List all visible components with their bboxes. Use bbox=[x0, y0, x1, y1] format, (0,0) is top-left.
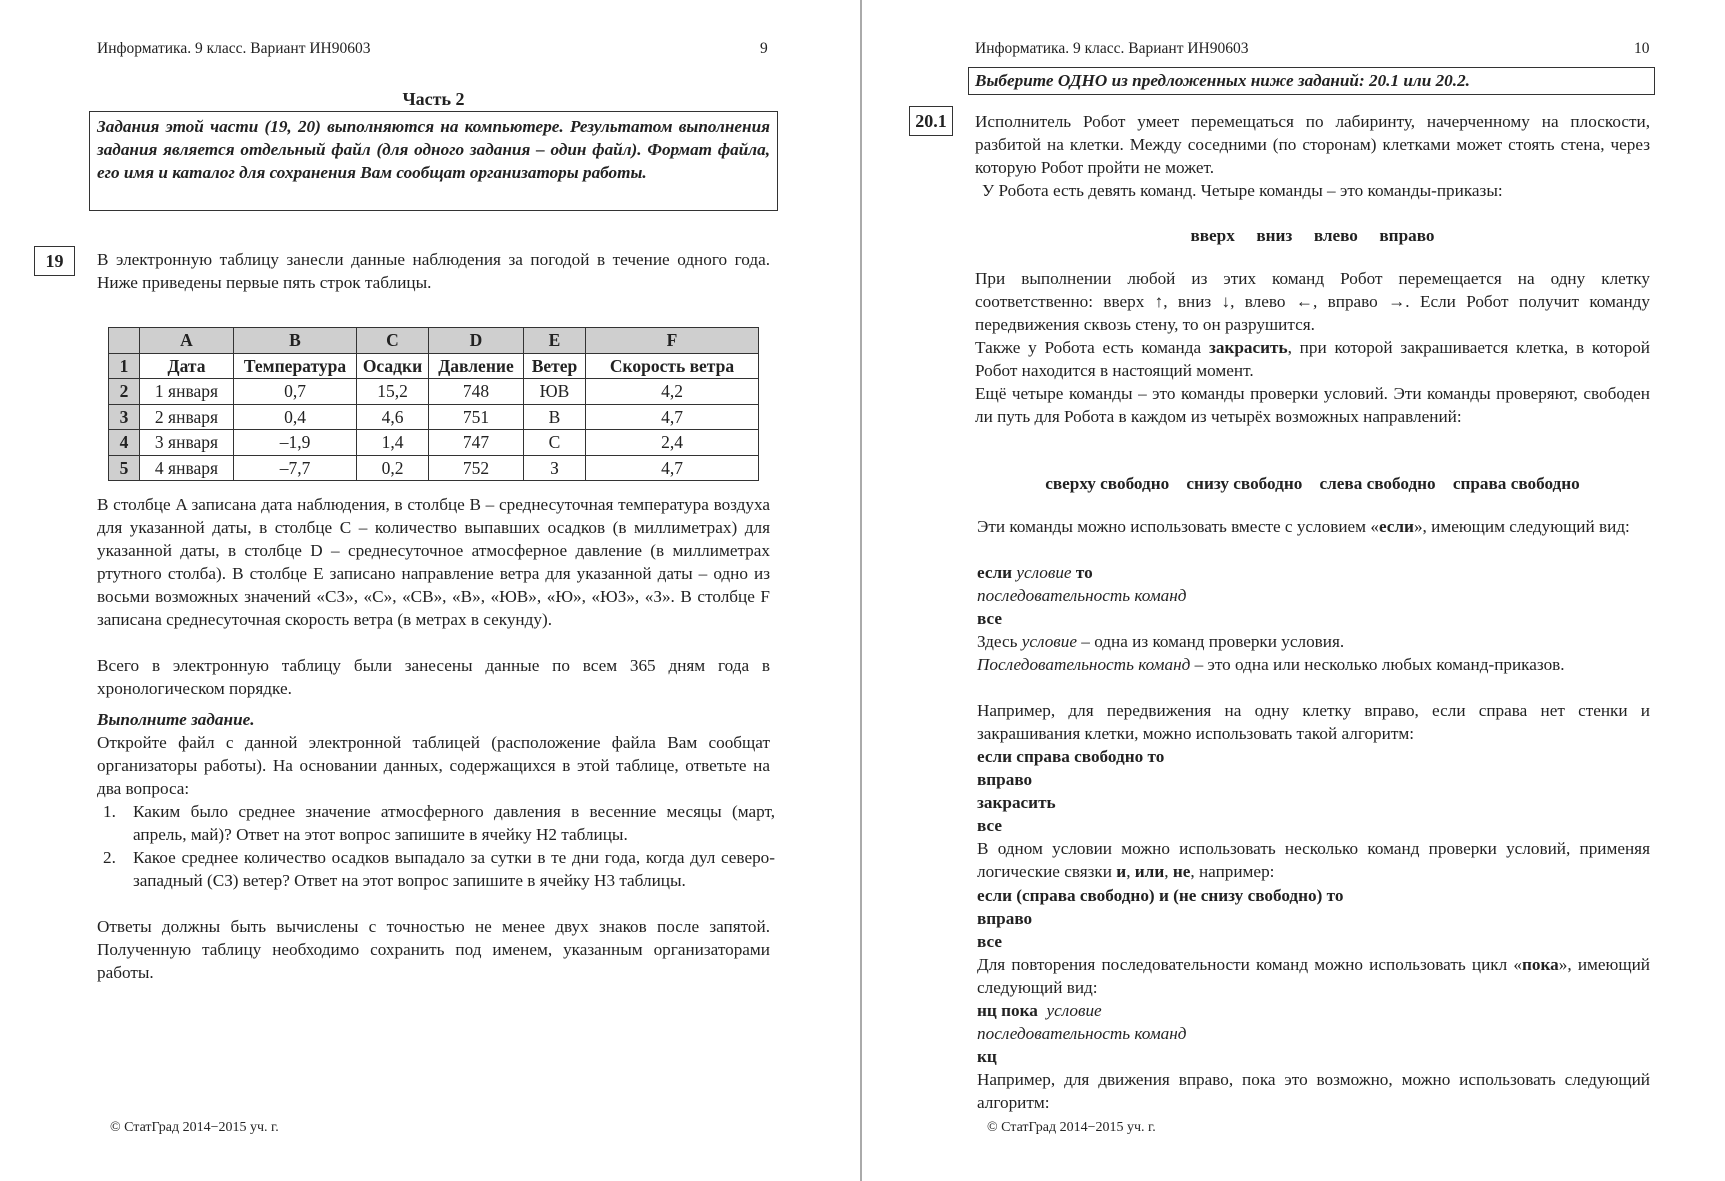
loop-pre: Для повторения последовательности команд можно использовать цикл « bbox=[977, 955, 1522, 974]
loop-syntax-end: кц bbox=[977, 1047, 997, 1066]
table-header-cell: Ветер bbox=[524, 353, 586, 379]
paint-pre: Также у Робота есть команда bbox=[975, 338, 1209, 357]
table-cell: 748 bbox=[429, 379, 524, 405]
page-header: Информатика. 9 класс. Вариант ИН90603 bbox=[975, 40, 1249, 57]
cmd-left-free: слева свободно bbox=[1319, 474, 1436, 493]
table-header-cell: Дата bbox=[140, 353, 234, 379]
question-2 bbox=[103, 846, 775, 916]
page-header: Информатика. 9 класс. Вариант ИН90603 bbox=[97, 40, 371, 57]
table-cell: С bbox=[524, 430, 586, 456]
cond-placeholder: условие bbox=[1016, 563, 1072, 582]
page-number: 10 bbox=[1634, 40, 1650, 57]
question-number: 1. bbox=[103, 802, 116, 821]
table-cell: 4 января bbox=[140, 455, 234, 481]
cmd-right-free: справа свободно bbox=[1452, 474, 1580, 493]
row-number: 2 bbox=[109, 379, 140, 405]
cmd-up: вверх bbox=[1190, 226, 1235, 245]
task-19-intro: В электронную таблицу занесли данные наблюдения за погодой в течение одного года. Ниже приведены первые пять строк таблицы. bbox=[97, 250, 770, 292]
task-number-20-1: 20.1 bbox=[909, 106, 953, 136]
table-row bbox=[109, 379, 759, 405]
example1-line: вправо bbox=[977, 770, 1033, 789]
nine-commands: У Робота есть девять команд. Четыре команды – это команды-приказы: bbox=[982, 181, 1503, 200]
table-row bbox=[109, 353, 759, 379]
table-cell: 751 bbox=[429, 404, 524, 430]
table-cell: 747 bbox=[429, 430, 524, 456]
seq-desc-italic: Последовательность команд bbox=[977, 655, 1191, 674]
row-number: 4 bbox=[109, 430, 140, 456]
cmd-down-free: снизу свободно bbox=[1186, 474, 1303, 493]
table-cell: 15,2 bbox=[357, 379, 429, 405]
logic-or: или bbox=[1134, 862, 1165, 881]
table-cell: 3 января bbox=[140, 430, 234, 456]
corner-cell bbox=[109, 328, 140, 354]
seq-description bbox=[977, 653, 1650, 676]
table-cell: 2 января bbox=[140, 404, 234, 430]
cmd-right: вправо bbox=[1379, 226, 1435, 245]
if-syntax-seq: последовательность команд bbox=[977, 586, 1187, 605]
kw-loop-while: нц пока bbox=[977, 1001, 1038, 1020]
col-letter: A bbox=[140, 328, 234, 354]
left-page bbox=[0, 0, 860, 1181]
here-condition bbox=[977, 630, 1650, 653]
table-cell: ЮВ bbox=[524, 379, 586, 405]
cmd-down: вниз bbox=[1256, 226, 1293, 245]
loop-cond-placeholder: условие bbox=[1046, 1001, 1102, 1020]
part-note: Задания этой части (19, 20) выполняются на компьютере. Результатом выполнения задания является отдельный файл (для одного задания – один файл). Формат файла, его имя и каталог для сохранения Вам сообщат организаторы работы. bbox=[97, 117, 770, 182]
table-row bbox=[109, 404, 759, 430]
row-number: 3 bbox=[109, 404, 140, 430]
paint-post: , при которой закрашивается клетка, в которой Робот находится в настоящий момент. bbox=[975, 338, 1650, 380]
logic-and: и bbox=[1116, 862, 1127, 881]
table-cell: 0,7 bbox=[234, 379, 357, 405]
row-number: 5 bbox=[109, 455, 140, 481]
here-pre: Здесь bbox=[977, 632, 1022, 651]
closing-note: Ответы должны быть вычислены с точностью не менее двух знаков после запятой. Полученную таблицу необходимо сохранить под именем, указанным организаторами работы. bbox=[97, 917, 770, 982]
logic-description: В одном условии можно использовать несколько команд проверки условий, применяя логические связки и, или, не, например: bbox=[977, 839, 1650, 881]
example3-description: Например, для движения вправо, пока это возможно, можно использовать следующий алгоритм: bbox=[977, 1070, 1650, 1112]
kw-then: то bbox=[1075, 563, 1093, 582]
table-header-cell: Скорость ветра bbox=[586, 353, 759, 379]
footer: © СтатГрад 2014−2015 уч. г. bbox=[110, 1120, 279, 1135]
if-pre: Эти команды можно использовать вместе с условием « bbox=[977, 517, 1379, 536]
if-syntax-end: все bbox=[977, 609, 1002, 628]
paint-command: закрасить bbox=[1208, 338, 1288, 357]
check-description: Ещё четыре команды – это команды проверки условий. Эти команды проверяют, свободен ли путь для Робота в каждом из четырёх возможных направлений: bbox=[975, 384, 1650, 426]
kw-if: если bbox=[977, 563, 1013, 582]
table-cell: –7,7 bbox=[234, 455, 357, 481]
question-number: 2. bbox=[103, 848, 116, 867]
task-heading: Выполните задание. bbox=[97, 710, 255, 729]
if-syntax-line bbox=[977, 561, 1093, 584]
spreadsheet-table bbox=[108, 327, 759, 481]
table-cell: 1,4 bbox=[357, 430, 429, 456]
table-header-cell: Давление bbox=[429, 353, 524, 379]
example2-line: если (справа свободно) и (не снизу свободно) то bbox=[977, 886, 1344, 905]
col-letter: C bbox=[357, 328, 429, 354]
check-commands bbox=[975, 472, 1650, 495]
table-description: В столбце A записана дата наблюдения, в столбце B – среднесуточная температура воздуха для указанной даты, в столбце C – количество выпавших осадков (в миллиметрах) для указанной даты, в столбце D – среднесуточное атмосферное давление (в миллиметрах ртутного столба). В столбце E записано направление ветра для указанной даты – одно из восьми возможных значений «СЗ», «С», «СВ», «В», «ЮВ», «Ю», «ЮЗ», «З». В столбце F записана среднесуточная скорость ветра (в метрах в секунду). bbox=[97, 495, 770, 629]
example2-line: все bbox=[977, 932, 1002, 951]
robot-intro: Исполнитель Робот умеет перемещаться по лабиринту, начерченному на плоскости, разбитой на клетки. Между соседними (по сторонам) клетками может стоять стена, через которую Робот пройти не может. bbox=[975, 112, 1650, 177]
table-header-cell: Осадки bbox=[357, 353, 429, 379]
cmd-up-free: сверху свободно bbox=[1045, 474, 1170, 493]
move-description: При выполнении любой из этих команд Робот перемещается на одну клетку соответственно: вверх ↑, вниз ↓, влево ←, вправо →. Если Робот получит команду передвижения сквозь стену, то он разрушится. bbox=[975, 269, 1650, 334]
column-letter-row bbox=[109, 328, 759, 354]
table-header-cell: Температура bbox=[234, 353, 357, 379]
if-description bbox=[977, 515, 1650, 538]
part-title: Часть 2 bbox=[402, 89, 465, 109]
task-text: Откройте файл с данной электронной таблицей (расположение файла Вам сообщат организаторы работы). На основании данных, содержащихся в этой таблице, ответьте на два вопроса: bbox=[97, 733, 770, 798]
logic-post: , например: bbox=[1190, 862, 1275, 881]
table-cell: 4,6 bbox=[357, 404, 429, 430]
right-page bbox=[862, 0, 1725, 1181]
example1-line: все bbox=[977, 816, 1002, 835]
table-description-total: Всего в электронную таблицу были занесены данные по всем 365 дням года в хронологическом порядке. bbox=[97, 656, 770, 698]
table-cell: З bbox=[524, 455, 586, 481]
if-post: », имеющим следующий вид: bbox=[1413, 517, 1630, 536]
cmd-left: влево bbox=[1313, 226, 1358, 245]
table-cell: 0,2 bbox=[357, 455, 429, 481]
table-cell: 4,2 bbox=[586, 379, 759, 405]
table-cell: –1,9 bbox=[234, 430, 357, 456]
question-text: Каким было среднее значение атмосферного давления в весенние месяцы (март, апрель, май)? Ответ на этот вопрос запишите в ячейку H2 таблицы. bbox=[133, 802, 775, 844]
seq-desc-post: – это одна или несколько любых команд-приказов. bbox=[1190, 655, 1565, 674]
page-number: 9 bbox=[760, 40, 768, 57]
here-cond: условие bbox=[1021, 632, 1077, 651]
table-row bbox=[109, 430, 759, 456]
loop-post: », имеющий следующий вид: bbox=[977, 955, 1650, 997]
table-row bbox=[109, 455, 759, 481]
logic-not: не bbox=[1172, 862, 1191, 881]
logic-pre: В одном условии можно использовать несколько команд проверки условий, применяя логические связки bbox=[977, 839, 1650, 881]
choose-task-text: Выберите ОДНО из предложенных ниже заданий: 20.1 или 20.2. bbox=[975, 71, 1470, 90]
table-cell: 1 января bbox=[140, 379, 234, 405]
part-note-box bbox=[89, 111, 778, 211]
example1-line: если справа свободно то bbox=[977, 747, 1165, 766]
row-number: 1 bbox=[109, 353, 140, 379]
table-cell: 0,4 bbox=[234, 404, 357, 430]
col-letter: F bbox=[586, 328, 759, 354]
table-cell: 752 bbox=[429, 455, 524, 481]
table-cell: 4,7 bbox=[586, 455, 759, 481]
loop-description bbox=[977, 953, 1650, 999]
if-keyword: если bbox=[1378, 517, 1414, 536]
here-post: – одна из команд проверки условия. bbox=[1077, 632, 1345, 651]
move-commands bbox=[975, 224, 1650, 247]
table-cell: 4,7 bbox=[586, 404, 759, 430]
loop-syntax-seq: последовательность команд bbox=[977, 1024, 1187, 1043]
example1-line: закрасить bbox=[977, 793, 1056, 812]
task-number-19: 19 bbox=[34, 246, 75, 276]
choose-task-box bbox=[968, 67, 1655, 95]
paint-description bbox=[975, 336, 1650, 382]
loop-keyword: пока bbox=[1522, 955, 1559, 974]
question-text: Какое среднее количество осадков выпадало за сутки в те дни года, когда дул северо-западный (СЗ) ветер? Ответ на этот вопрос запишите в ячейку H3 таблицы. bbox=[133, 848, 775, 890]
col-letter: D bbox=[429, 328, 524, 354]
col-letter: E bbox=[524, 328, 586, 354]
example2-line: вправо bbox=[977, 909, 1033, 928]
table-cell: В bbox=[524, 404, 586, 430]
loop-syntax-head bbox=[977, 999, 1102, 1022]
example1-description: Например, для передвижения на одну клетку вправо, если справа нет стенки и закрашивания клетки, можно использовать такой алгоритм: bbox=[977, 701, 1650, 743]
table-cell: 2,4 bbox=[586, 430, 759, 456]
col-letter: B bbox=[234, 328, 357, 354]
footer: © СтатГрад 2014−2015 уч. г. bbox=[987, 1120, 1156, 1135]
